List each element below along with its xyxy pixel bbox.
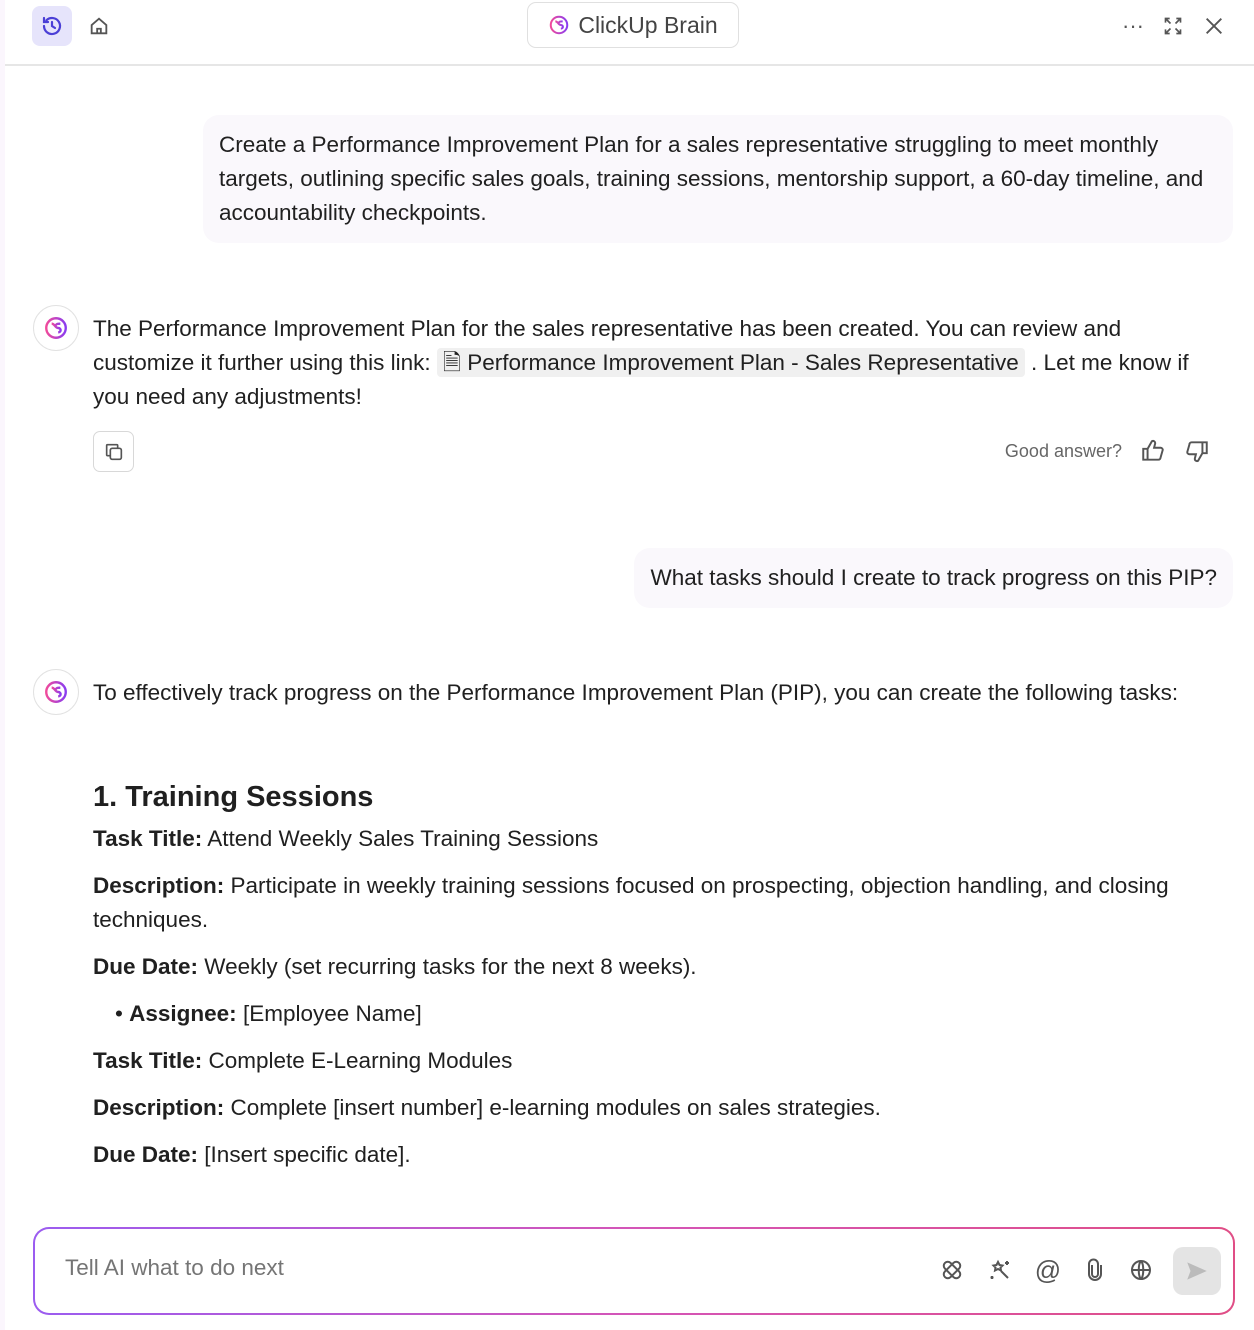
prompt-box [33,1227,1235,1315]
ai-magic-button[interactable] [983,1253,1017,1287]
ai-message [93,676,1203,1185]
description-line [93,869,1203,937]
value: [Employee Name] [242,1001,422,1026]
user-message [203,115,1233,243]
user-message-text: What tasks should I create to track progress on this PIP? [650,565,1217,590]
label: Task Title: [93,826,203,851]
doc-link-label: Performance Improvement Plan - Sales Representative [467,350,1019,375]
ai-message-text: The Performance Improvement Plan for the sales representative has been created. You can review and customize it further using this link: [93,316,1122,375]
ai-avatar [33,669,79,715]
bandage-icon [940,1258,964,1282]
chat-thread[interactable] [0,68,1254,1205]
clickup-brain-logo-icon [43,315,69,341]
send-icon [1184,1258,1210,1284]
label: Assignee: [129,1001,237,1026]
ai-message [93,312,1203,414]
copy-icon [103,441,125,463]
paperclip-icon [1083,1258,1107,1282]
close-button[interactable] [1194,6,1234,46]
more-icon: ··· [1122,13,1144,38]
title-pill [527,2,739,48]
expand-icon [1163,16,1183,36]
feedback-label: Good answer? [1004,440,1122,461]
ai-avatar [33,305,79,351]
section-heading: 1. Training Sessions [93,781,374,813]
globe-icon [1129,1258,1153,1282]
label: Task Title: [93,1048,203,1073]
thumbs-up-icon[interactable] [1140,438,1166,464]
user-message-text: Create a Performance Improvement Plan for a sales representative struggling to meet monthly targets, outlining specific sales goals, training sessions, mentorship support, a 60-day timeline, and accountability checkpoints. [219,132,1204,225]
history-icon [40,14,64,38]
due-date-line [93,950,1203,984]
more-button[interactable] [1113,6,1153,46]
task-title-line [93,1044,1203,1078]
mention-button[interactable] [1031,1253,1065,1287]
expand-button[interactable] [1153,6,1193,46]
description-line [93,1091,1203,1125]
label: Description: [93,873,225,898]
copy-button[interactable] [93,431,134,472]
clickup-brain-logo-icon [43,679,69,705]
magic-wand-icon [988,1258,1012,1282]
label: Description: [93,1095,225,1120]
home-icon [88,15,110,37]
label: Due Date: [93,954,199,979]
at-icon: @ [1034,1254,1062,1285]
due-date-line [93,1138,1203,1172]
feedback-bar [1005,438,1210,464]
thumbs-down-icon[interactable] [1184,438,1210,464]
doc-link[interactable] [437,348,1025,377]
value: Participate in weekly training sessions focused on prospecting, objection handling, and closing techniques. [93,873,1169,932]
task-title-line [93,822,1203,856]
value: Complete E-Learning Modules [208,1048,513,1073]
value: Complete [insert number] e-learning modules on sales strategies. [230,1095,881,1120]
value: Attend Weekly Sales Training Sessions [207,826,599,851]
document-icon: 🗎 [442,350,461,375]
history-button[interactable] [32,6,72,46]
attach-button[interactable] [1078,1253,1112,1287]
prompt-input[interactable] [65,1255,765,1281]
window-title: ClickUp Brain [578,11,718,38]
web-search-button[interactable] [1124,1253,1158,1287]
send-button[interactable] [1173,1247,1221,1295]
ai-intro: To effectively track progress on the Performance Improvement Plan (PIP), you can create the following tasks: [93,680,1179,705]
tools-button[interactable] [935,1253,969,1287]
value: [Insert specific date]. [204,1142,411,1167]
close-icon [1203,15,1225,37]
value: Weekly (set recurring tasks for the next 8 weeks). [204,954,697,979]
assignee-line: • Assignee: [Employee Name] [115,1001,422,1026]
ai-message-text-end: . Let me know if you need any adjustments! [93,350,1189,409]
header [5,0,1254,66]
home-button[interactable] [79,6,119,46]
label: Due Date: [93,1142,199,1167]
user-message [634,548,1233,608]
clickup-brain-logo-icon [548,14,570,36]
